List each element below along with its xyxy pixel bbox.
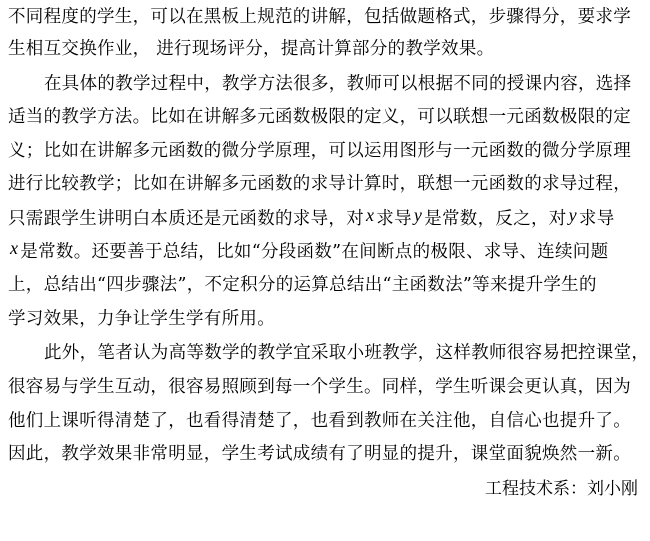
- text-line: 因此，教学效果非常明显，学生考试成绩有了明显的提升，课堂面貌焕然一新。: [8, 444, 631, 464]
- text-line: 适当的教学方法。比如在讲解多元函数极限的定义，可以联想一元函数极限的定: [8, 107, 631, 127]
- text-line: 上，总结出“四步骤法”，不定积分的运算总结出“主函数法”等来提升学生的: [8, 275, 597, 295]
- text-segment: 求导: [376, 209, 412, 229]
- text-line: 生相互交换作业， 进行现场评分，提高计算部分的教学效果。: [8, 39, 495, 59]
- text-segment: 求导: [578, 209, 615, 229]
- paragraph-first-line: 在具体的教学过程中，教学方法很多，教师可以根据不同的授课内容，选择: [44, 74, 632, 94]
- text-segment: 是常数，反之，对: [424, 209, 567, 229]
- text-line: 他们上课听得清楚了，也看得清楚了，也看到教师在关注他，自信心也提升了。: [8, 411, 631, 431]
- math-variable-x: x: [366, 205, 375, 225]
- text-line: 学习效果，力争让学生学有所用。: [8, 309, 275, 329]
- paragraph-first-line: 此外，笔者认为高等数学的教学宜采取小班教学，这样教师很容易把控课堂，: [44, 343, 650, 363]
- text-segment: 只需跟学生讲明白本质还是元函数的求导，对: [8, 209, 364, 229]
- text-line-with-variables: [8, 203, 615, 233]
- text-line: 义；比如在讲解多元函数的微分学原理，可以运用图形与一元函数的微分学原理: [8, 141, 631, 161]
- math-variable-y: y: [568, 205, 577, 225]
- text-line: 进行比较教学；比如在讲解多元函数的求导计算时，联想一元函数的求导过程，: [8, 174, 631, 194]
- text-line: 很容易与学生互动，很容易照顾到每一个学生。同样，学生听课会更认真，因为: [8, 377, 631, 397]
- text-line: 不同程度的学生，可以在黑板上规范的讲解，包括做题格式，步骤得分，要求学: [8, 7, 631, 27]
- math-variable-y: y: [413, 205, 423, 225]
- author-signature: 工程技术系：刘小刚: [485, 479, 638, 499]
- text-line-with-variables: [8, 236, 608, 266]
- text-segment: 是常数。还要善于总结，比如“分段函数”在间断点的极限、求导、连续问题: [20, 242, 609, 262]
- math-variable-x: x: [10, 238, 19, 258]
